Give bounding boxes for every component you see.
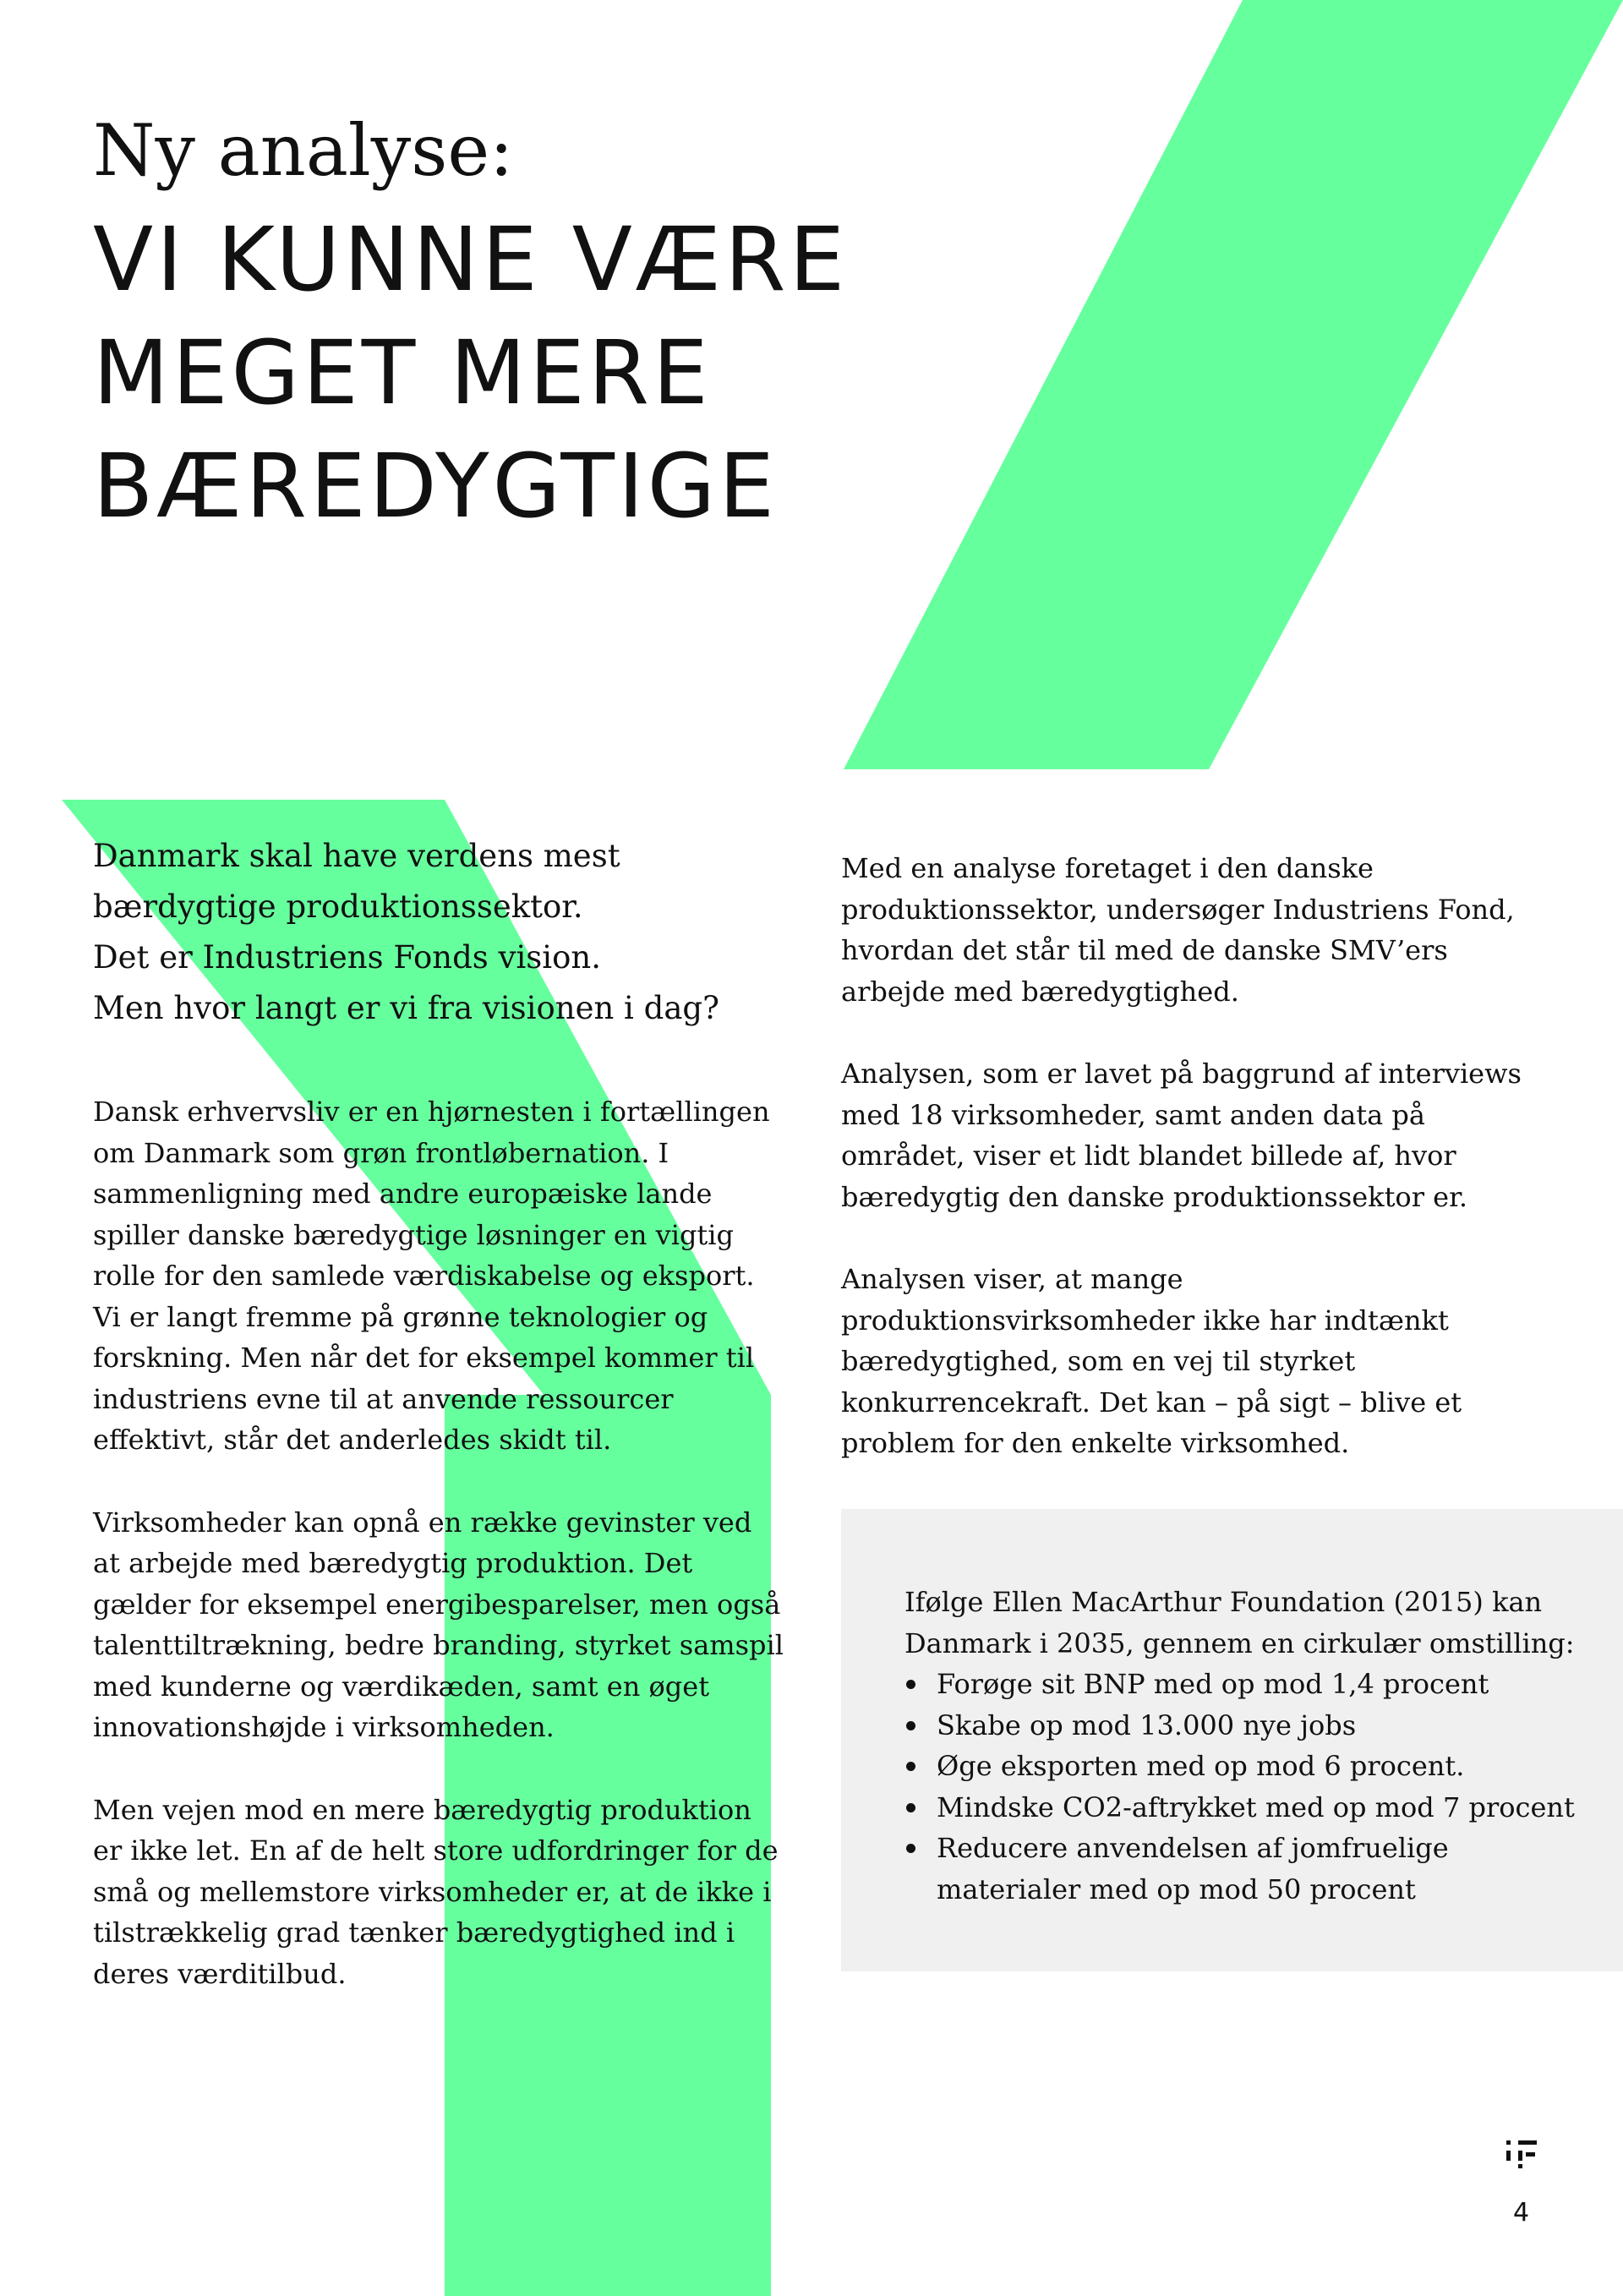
headline-line: VI KUNNE VÆRE bbox=[93, 208, 849, 311]
list-item-text: Skabe op mod 13.000 nye jobs bbox=[937, 1708, 1357, 1741]
list-item-text: Mindske CO2-aftrykket med op mod 7 procent bbox=[937, 1790, 1575, 1823]
bullet-icon bbox=[906, 1844, 915, 1853]
green-band-top-right bbox=[844, 0, 1623, 769]
lead-line: Det er Industriens Fonds vision. bbox=[93, 939, 601, 976]
lead-line: Danmark skal have verdens mest bbox=[93, 838, 620, 874]
bullet-icon bbox=[906, 1803, 915, 1812]
list-item-text: Reducere anvendelsen af jomfruelige materialer med op mod 50 procent bbox=[937, 1832, 1449, 1905]
fact-box-intro: Ifølge Ellen MacArthur Foundation (2015) kan Danmark i 2035, gennem en cirkulær omstilling: bbox=[904, 1586, 1575, 1659]
body-paragraph: Dansk erhvervsliv er en hjørnesten i fortællingen om Danmark som grøn frontløbernation. I sammenligning med andre europæiske lande spiller danske bæredygtige løsninger en vigtig rolle for den samlede værdiskabelse og eksport. Vi er langt fremme på grønne teknologier og forskning. Men når det for eksempel kommer til industriens evne til at anvende ressourcer effektivt, står det anderledes skidt til. bbox=[93, 1096, 770, 1456]
body-paragraph: Men vejen mod en mere bæredygtig produktion er ikke let. En af de helt store udfordringer for de små og mellemstore virksomheder er, at de ikke i tilstrækkelig grad tænker bæredygtighed ind i deres værditilbud. bbox=[93, 1793, 779, 1990]
body-paragraph: Virksomheder kan opnå en række gevinster ved at arbejde med bæredygtig produktion. Det gælder for eksempel energibesparelser, men også talenttiltrækning, bedre branding, styrket samspil med kunderne og værdikæden, samt en øget innovationshøjde i virksomheden. bbox=[93, 1506, 784, 1743]
bullet-icon bbox=[906, 1762, 915, 1771]
list-item bbox=[904, 1828, 1589, 1910]
right-column bbox=[841, 848, 1543, 1506]
list-item-text: Øge eksporten med op mod 6 procent. bbox=[937, 1750, 1465, 1782]
left-column bbox=[93, 1091, 786, 2036]
list-item bbox=[904, 1664, 1589, 1705]
industriens-fond-logo-icon bbox=[1505, 2137, 1538, 2171]
fact-box-content bbox=[904, 1582, 1589, 1910]
list-item bbox=[904, 1705, 1589, 1747]
page-number: 4 bbox=[1513, 2198, 1530, 2228]
lead-line: bærdygtige produktionssektor. bbox=[93, 888, 583, 925]
lead-paragraph bbox=[93, 831, 769, 1034]
bullet-icon bbox=[906, 1680, 915, 1689]
list-item bbox=[904, 1746, 1589, 1787]
list-item bbox=[904, 1787, 1589, 1829]
headline-line: MEGET MERE bbox=[93, 321, 712, 424]
fact-box bbox=[841, 1509, 1623, 1971]
lead-line: Men hvor langt er vi fra visionen i dag? bbox=[93, 990, 719, 1026]
headline bbox=[93, 203, 848, 543]
bullet-icon bbox=[906, 1721, 915, 1730]
body-paragraph: Analysen viser, at mange produktionsvirksomheder ikke har indtænkt bæredygtighed, som en vej til styrket konkurrencekraft. Det kan – på sigt – blive et problem for den enkelte virksomhed. bbox=[841, 1263, 1462, 1459]
headline-line: BÆREDYGTIGE bbox=[93, 435, 778, 538]
fact-box-list bbox=[904, 1664, 1589, 1910]
kicker-title: Ny analyse: bbox=[93, 109, 514, 192]
body-paragraph: Analysen, som er lavet på baggrund af interviews med 18 virksomheder, samt anden data på området, viser et lidt blandet billede af, hvor bæredygtig den danske produktionssektor er. bbox=[841, 1058, 1522, 1213]
list-item-text: Forøge sit BNP med op mod 1,4 procent bbox=[937, 1668, 1489, 1700]
body-paragraph: Med en analyse foretaget i den danske produktionssektor, undersøger Industriens Fond, hvordan det står til med de danske SMV’ers arbejde med bæredygtighed. bbox=[841, 852, 1515, 1008]
